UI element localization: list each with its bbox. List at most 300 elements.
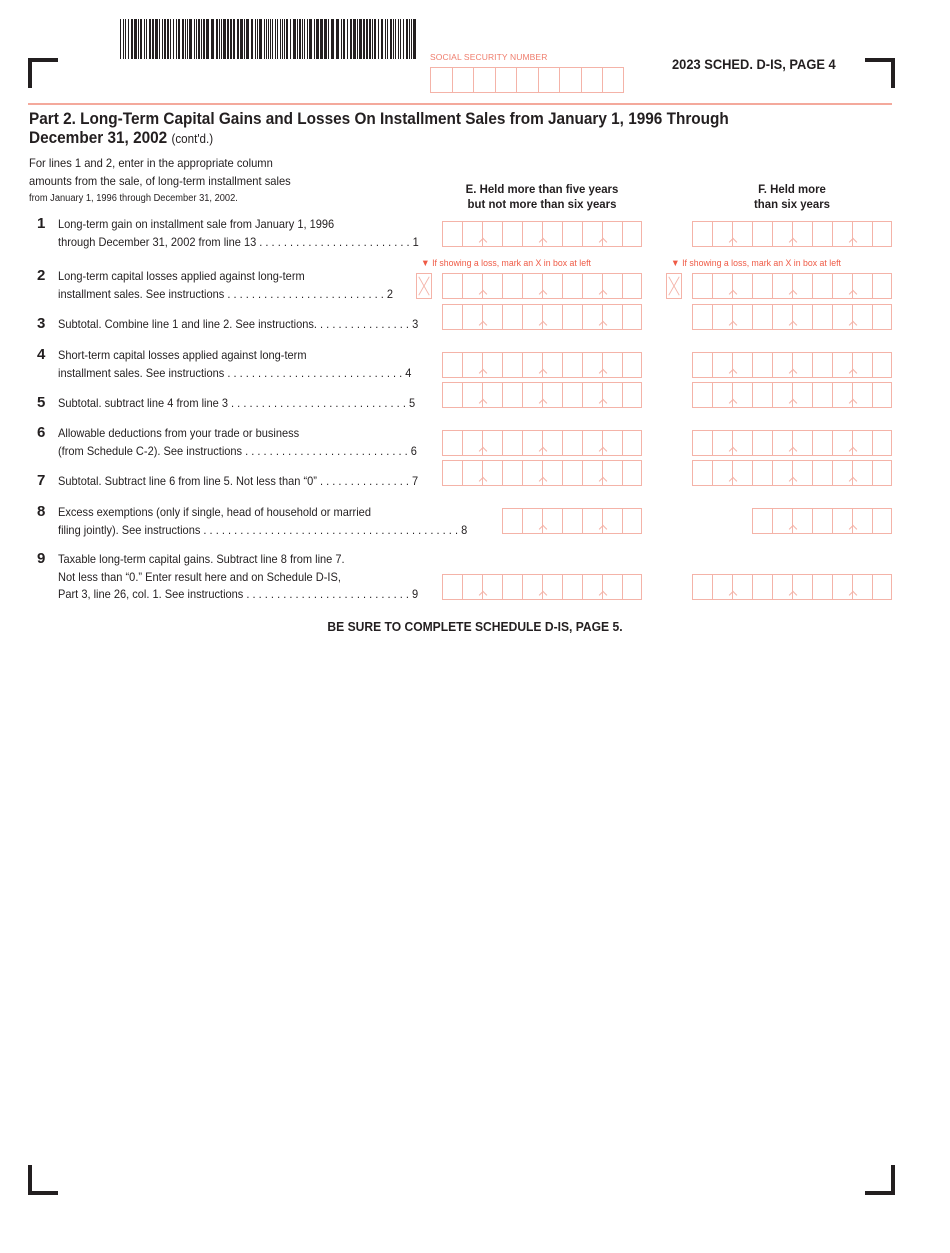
page-identifier: 2023 SCHED. D-IS, PAGE 4 bbox=[672, 56, 836, 72]
line-5-col-f-input[interactable] bbox=[692, 382, 892, 408]
barcode-bar bbox=[413, 19, 416, 59]
line-text: filing jointly). See instructions . . . . . . . . . . . . . . . . . . . . . . . . . . . . . . . . . . . . . . . . . . 8 bbox=[58, 522, 468, 537]
barcode-bar bbox=[178, 19, 180, 59]
line-7-col-e-input[interactable] bbox=[442, 460, 642, 486]
digit-box bbox=[542, 304, 562, 330]
line-number: 2 bbox=[37, 267, 46, 284]
line-5-label: Subtotal. subtract line 4 from line 3 . . . . . . . . . . . . . . . . . . . . . . . . . . . . . 5 bbox=[58, 396, 416, 410]
digit-box bbox=[502, 508, 522, 534]
line-number: 6 bbox=[37, 424, 46, 441]
digit-box bbox=[622, 574, 642, 600]
digit-box bbox=[622, 304, 642, 330]
digit-box bbox=[852, 574, 872, 600]
digit-box bbox=[692, 352, 712, 378]
digit-box bbox=[792, 460, 812, 486]
digit-box bbox=[562, 574, 582, 600]
barcode-bar bbox=[206, 19, 209, 59]
digit-box bbox=[852, 382, 872, 408]
barcode-bar bbox=[328, 19, 329, 59]
digit-box bbox=[542, 508, 562, 534]
column-f-header-line: than six years bbox=[753, 197, 831, 211]
line-3-label: Subtotal. Combine line 1 and line 2. See instructions. . . . . . . . . . . . . . . . 3 bbox=[58, 317, 419, 331]
barcode-bar bbox=[393, 19, 394, 59]
digit-box bbox=[502, 221, 522, 247]
digit-box bbox=[562, 221, 582, 247]
line-number: 9 bbox=[37, 550, 46, 567]
registration-mark-bottom-right bbox=[865, 1165, 895, 1195]
line-text: Part 3, line 26, col. 1. See instructions . . . . . . . . . . . . . . . . . . . . . . . . . . . 9 bbox=[58, 587, 419, 601]
barcode-bar bbox=[403, 19, 404, 59]
digit-box bbox=[872, 508, 892, 534]
barcode-bar bbox=[266, 19, 267, 59]
barcode-bar bbox=[363, 19, 365, 59]
digit-box bbox=[732, 382, 752, 408]
barcode-bar bbox=[275, 19, 276, 59]
barcode-bar bbox=[146, 19, 147, 59]
digit-box bbox=[442, 273, 462, 299]
column-e-header-line: but not more than six years bbox=[467, 197, 617, 211]
digit-box bbox=[852, 304, 872, 330]
digit-box bbox=[482, 382, 502, 408]
barcode-bar bbox=[167, 19, 169, 59]
barcode-bar bbox=[196, 19, 197, 59]
digit-box bbox=[872, 382, 892, 408]
barcode-bar bbox=[125, 19, 126, 59]
barcode-bar bbox=[309, 19, 312, 59]
digit-box bbox=[542, 574, 562, 600]
barcode-bar bbox=[257, 19, 258, 59]
barcode-bar bbox=[293, 19, 296, 59]
line-number: 7 bbox=[37, 472, 46, 489]
digit-box bbox=[812, 460, 832, 486]
barcode-bar bbox=[216, 19, 218, 59]
barcode-bar bbox=[187, 19, 188, 59]
digit-box bbox=[482, 352, 502, 378]
digit-box bbox=[852, 221, 872, 247]
column-f-header bbox=[697, 182, 887, 212]
line-2-col-f-loss-checkbox[interactable] bbox=[666, 273, 682, 299]
line-9-label bbox=[58, 551, 418, 604]
barcode-bar bbox=[221, 19, 222, 59]
barcode-bar bbox=[331, 19, 334, 59]
digit-box bbox=[872, 352, 892, 378]
barcode-bar bbox=[259, 19, 262, 59]
digit-box bbox=[732, 304, 752, 330]
line-text: through December 31, 2002 from line 13 . . . . . . . . . . . . . . . . . . . . . . . . . 1 bbox=[58, 234, 419, 249]
digit-box bbox=[752, 430, 772, 456]
digit-box bbox=[692, 430, 712, 456]
line-7-col-f-input[interactable] bbox=[692, 460, 892, 486]
barcode-bar bbox=[372, 19, 373, 59]
barcode-bar bbox=[400, 19, 401, 59]
digit-box bbox=[852, 352, 872, 378]
line-number: 3 bbox=[37, 315, 46, 332]
barcode-bar bbox=[123, 19, 124, 59]
barcode-bar bbox=[185, 19, 186, 59]
barcode-bar bbox=[176, 19, 177, 59]
barcode-bar bbox=[307, 19, 308, 59]
digit-box bbox=[602, 273, 622, 299]
barcode-bar bbox=[272, 19, 273, 59]
digit-box bbox=[442, 352, 462, 378]
barcode-bar bbox=[211, 19, 214, 59]
digit-box bbox=[692, 460, 712, 486]
digit-box bbox=[852, 460, 872, 486]
part-intro bbox=[29, 154, 291, 208]
digit-box bbox=[792, 221, 812, 247]
line-text: Long-term capital losses applied against long-term bbox=[58, 269, 305, 283]
line-number: 1 bbox=[37, 215, 46, 232]
barcode-image bbox=[120, 19, 416, 59]
barcode-bar bbox=[347, 19, 348, 59]
column-e-header-line: E. Held more than five years bbox=[465, 182, 619, 196]
barcode-bar bbox=[189, 19, 192, 59]
digit-box bbox=[442, 430, 462, 456]
line-4-col-e-input[interactable] bbox=[442, 352, 642, 378]
digit-box bbox=[792, 304, 812, 330]
barcode-bar bbox=[359, 19, 362, 59]
line-2-col-f-input[interactable] bbox=[692, 273, 892, 299]
digit-box bbox=[812, 508, 832, 534]
digit-box bbox=[442, 221, 462, 247]
digit-box bbox=[812, 221, 832, 247]
line-5-col-e-input[interactable] bbox=[442, 382, 642, 408]
part-title-contd: (cont'd.) bbox=[171, 132, 214, 146]
digit-box bbox=[812, 273, 832, 299]
barcode-bar bbox=[378, 19, 379, 59]
digit-box bbox=[812, 382, 832, 408]
digit-box bbox=[602, 382, 622, 408]
line-number: 8 bbox=[37, 503, 46, 520]
barcode-bar bbox=[255, 19, 256, 59]
digit-box bbox=[792, 430, 812, 456]
line-6-col-e-input[interactable] bbox=[442, 430, 642, 456]
column-f-header-line: F. Held more bbox=[758, 182, 826, 196]
line-text: Excess exemptions (only if single, head of household or married bbox=[58, 505, 371, 519]
header-divider bbox=[28, 103, 892, 105]
digit-box bbox=[852, 430, 872, 456]
digit-box bbox=[602, 304, 622, 330]
digit-box bbox=[562, 352, 582, 378]
barcode-bar bbox=[341, 19, 342, 59]
line-text: Long-term gain on installment sale from January 1, 1996 bbox=[58, 217, 335, 231]
line-9-col-e-input[interactable] bbox=[442, 574, 642, 600]
digit-box bbox=[872, 304, 892, 330]
digit-box bbox=[732, 352, 752, 378]
digit-box bbox=[442, 574, 462, 600]
line-3-col-f-input[interactable] bbox=[692, 304, 892, 330]
barcode-bar bbox=[385, 19, 386, 59]
barcode-bar bbox=[138, 19, 139, 59]
line-9-col-f-input[interactable] bbox=[692, 574, 892, 600]
digit-box bbox=[622, 273, 642, 299]
barcode-bar bbox=[297, 19, 298, 59]
digit-box bbox=[872, 273, 892, 299]
barcode-bar bbox=[366, 19, 368, 59]
digit-box bbox=[752, 221, 772, 247]
digit-box bbox=[502, 352, 522, 378]
barcode-bar bbox=[268, 19, 269, 59]
loss-note-col-e: ▼ If showing a loss, mark an X in box at left bbox=[421, 258, 591, 269]
barcode-bar bbox=[390, 19, 392, 59]
line-text: Allowable deductions from your trade or business bbox=[58, 426, 300, 440]
digit-box bbox=[482, 304, 502, 330]
digit-box bbox=[692, 273, 712, 299]
digit-box bbox=[752, 273, 772, 299]
loss-note-col-f: ▼ If showing a loss, mark an X in box at left bbox=[671, 258, 841, 269]
line-2-col-e-loss-checkbox[interactable] bbox=[416, 273, 432, 299]
barcode-bar bbox=[284, 19, 285, 59]
digit-box bbox=[732, 273, 752, 299]
barcode-bar bbox=[149, 19, 151, 59]
barcode-bar bbox=[201, 19, 202, 59]
barcode-bar bbox=[406, 19, 408, 59]
barcode-bar bbox=[320, 19, 323, 59]
digit-box bbox=[732, 430, 752, 456]
part-title-line2: December 31, 2002 bbox=[29, 129, 168, 147]
line-8-col-f-input[interactable] bbox=[752, 508, 892, 534]
digit-box bbox=[812, 304, 832, 330]
digit-box bbox=[602, 460, 622, 486]
line-2-col-e-input[interactable] bbox=[442, 273, 642, 299]
digit-box bbox=[542, 460, 562, 486]
barcode-bar bbox=[170, 19, 171, 59]
barcode-bar bbox=[304, 19, 305, 59]
intro-line: For lines 1 and 2, enter in the appropriate column bbox=[29, 156, 273, 170]
line-8-label bbox=[58, 504, 467, 539]
digit-box bbox=[562, 508, 582, 534]
barcode-bar bbox=[230, 19, 232, 59]
line-text: installment sales. See instructions . . . . . . . . . . . . . . . . . . . . . . . . . . . . . 4 bbox=[58, 365, 412, 380]
line-number: 4 bbox=[37, 346, 46, 363]
digit-box bbox=[752, 508, 772, 534]
digit-box bbox=[502, 574, 522, 600]
digit-box bbox=[692, 304, 712, 330]
barcode-bar bbox=[277, 19, 278, 59]
digit-box bbox=[542, 273, 562, 299]
digit-box bbox=[442, 382, 462, 408]
digit-box bbox=[562, 460, 582, 486]
digit-box bbox=[872, 430, 892, 456]
digit-box bbox=[792, 352, 812, 378]
digit-box bbox=[622, 382, 642, 408]
digit-box bbox=[732, 460, 752, 486]
column-e-header bbox=[447, 182, 637, 212]
line-text: installment sales. See instructions . . . . . . . . . . . . . . . . . . . . . . . . . . 2 bbox=[58, 286, 393, 301]
digit-box bbox=[562, 430, 582, 456]
digit-box bbox=[752, 352, 772, 378]
x-mark-icon bbox=[417, 274, 431, 298]
footer-instruction: BE SURE TO COMPLETE SCHEDULE D-IS, PAGE 5. bbox=[327, 619, 623, 634]
line-8-col-e-input[interactable] bbox=[502, 508, 642, 534]
digit-box bbox=[872, 221, 892, 247]
digit-box bbox=[872, 574, 892, 600]
digit-box bbox=[502, 273, 522, 299]
barcode-bar bbox=[131, 19, 133, 59]
barcode-bar bbox=[314, 19, 315, 59]
barcode-bar bbox=[264, 19, 265, 59]
digit-box bbox=[792, 508, 812, 534]
line-text: Short-term capital losses applied against long-term bbox=[58, 348, 307, 362]
x-mark-icon bbox=[667, 274, 681, 298]
barcode-bar bbox=[343, 19, 345, 59]
digit-box bbox=[502, 430, 522, 456]
registration-mark-bottom-left bbox=[28, 1165, 58, 1195]
digit-box bbox=[482, 430, 502, 456]
ssn-label: SOCIAL SECURITY NUMBER bbox=[430, 52, 548, 62]
line-number: 5 bbox=[37, 394, 46, 411]
digit-box bbox=[482, 273, 502, 299]
line-text: Not less than “0.” Enter result here and on Schedule D-IS, bbox=[58, 569, 341, 584]
barcode-bar bbox=[240, 19, 243, 59]
digit-box bbox=[502, 382, 522, 408]
barcode-bar bbox=[409, 19, 410, 59]
line-4-col-f-input[interactable] bbox=[692, 352, 892, 378]
line-1-col-f-input[interactable] bbox=[692, 221, 892, 247]
barcode-bar bbox=[381, 19, 383, 59]
digit-box bbox=[812, 430, 832, 456]
digit-box bbox=[482, 460, 502, 486]
barcode-bar bbox=[223, 19, 226, 59]
barcode-bar bbox=[152, 19, 154, 59]
digit-box bbox=[542, 221, 562, 247]
line-7-label: Subtotal. Subtract line 6 from line 5. Not less than “0” . . . . . . . . . . . . . . . 7 bbox=[58, 474, 419, 488]
digit-box bbox=[622, 460, 642, 486]
digit-box bbox=[752, 460, 772, 486]
barcode-bar bbox=[233, 19, 235, 59]
barcode-bar bbox=[182, 19, 184, 59]
digit-box bbox=[562, 273, 582, 299]
digit-box bbox=[542, 352, 562, 378]
barcode-bar bbox=[155, 19, 158, 59]
barcode-bar bbox=[203, 19, 205, 59]
barcode-bar bbox=[134, 19, 137, 59]
barcode-bar bbox=[194, 19, 195, 59]
barcode-bar bbox=[162, 19, 163, 59]
digit-box bbox=[622, 221, 642, 247]
digit-box bbox=[542, 382, 562, 408]
registration-mark-top-left bbox=[28, 58, 58, 88]
digit-box bbox=[732, 221, 752, 247]
line-2-label bbox=[58, 268, 393, 303]
intro-line: amounts from the sale, of long-term installment sales bbox=[29, 174, 291, 188]
barcode-bar bbox=[173, 19, 174, 59]
barcode-bar bbox=[251, 19, 253, 59]
line-text: (from Schedule C-2). See instructions . . . . . . . . . . . . . . . . . . . . . . . . . . . 6 bbox=[58, 443, 417, 458]
barcode-bar bbox=[353, 19, 356, 59]
barcode-bar bbox=[395, 19, 396, 59]
intro-line: from January 1, 1996 through December 31, 2002. bbox=[29, 193, 238, 204]
barcode-bar bbox=[140, 19, 142, 59]
barcode-bar bbox=[369, 19, 371, 59]
barcode-bar bbox=[270, 19, 271, 59]
barcode-bar bbox=[120, 19, 121, 59]
digit-box bbox=[792, 273, 812, 299]
barcode-bar bbox=[302, 19, 303, 59]
part-title bbox=[29, 110, 729, 149]
digit-box bbox=[872, 460, 892, 486]
barcode-bar bbox=[357, 19, 358, 59]
digit-box bbox=[502, 304, 522, 330]
barcode-bar bbox=[398, 19, 399, 59]
digit-box bbox=[852, 273, 872, 299]
barcode-bar bbox=[350, 19, 352, 59]
barcode-bar bbox=[387, 19, 388, 59]
barcode-bar bbox=[144, 19, 145, 59]
digit-box bbox=[602, 430, 622, 456]
digit-box bbox=[502, 460, 522, 486]
digit-box bbox=[442, 460, 462, 486]
digit-box bbox=[732, 574, 752, 600]
line-4-label bbox=[58, 347, 411, 382]
line-6-col-f-input[interactable] bbox=[692, 430, 892, 456]
line-1-label bbox=[58, 216, 419, 251]
barcode-bar bbox=[219, 19, 220, 59]
barcode-bar bbox=[316, 19, 319, 59]
barcode-bar bbox=[290, 19, 291, 59]
barcode-bar bbox=[280, 19, 281, 59]
digit-box bbox=[752, 574, 772, 600]
line-text: Taxable long-term capital gains. Subtract line 8 from line 7. bbox=[58, 552, 345, 566]
part-title-line1: Part 2. Long-Term Capital Gains and Losses On Installment Sales from January 1, 1996 Through bbox=[29, 110, 729, 128]
digit-box bbox=[792, 574, 812, 600]
digit-box bbox=[692, 382, 712, 408]
digit-box bbox=[692, 221, 712, 247]
barcode-bar bbox=[128, 19, 129, 59]
registration-mark-top-right bbox=[865, 58, 895, 88]
barcode-bar bbox=[286, 19, 288, 59]
digit-box bbox=[562, 304, 582, 330]
ssn-input[interactable] bbox=[430, 67, 624, 93]
digit-box bbox=[692, 574, 712, 600]
barcode-bar bbox=[198, 19, 200, 59]
line-1-col-e-input[interactable] bbox=[442, 221, 642, 247]
digit-box bbox=[752, 382, 772, 408]
barcode-bar bbox=[227, 19, 229, 59]
barcode-bar bbox=[246, 19, 249, 59]
digit-box bbox=[812, 574, 832, 600]
barcode-bar bbox=[237, 19, 239, 59]
digit-box bbox=[622, 352, 642, 378]
digit-box bbox=[792, 382, 812, 408]
barcode-bar bbox=[324, 19, 327, 59]
digit-box bbox=[812, 352, 832, 378]
digit-box bbox=[542, 430, 562, 456]
barcode-bar bbox=[164, 19, 166, 59]
barcode-bar bbox=[374, 19, 376, 59]
digit-box bbox=[622, 430, 642, 456]
barcode-bar bbox=[299, 19, 301, 59]
barcode-bar bbox=[159, 19, 160, 59]
digit-box bbox=[852, 508, 872, 534]
digit-box bbox=[482, 221, 502, 247]
digit-box bbox=[602, 221, 622, 247]
digit-box bbox=[602, 508, 622, 534]
digit-box bbox=[482, 574, 502, 600]
barcode-bar bbox=[282, 19, 283, 59]
barcode-bar bbox=[411, 19, 412, 59]
barcode-bar bbox=[244, 19, 245, 59]
digit-box bbox=[602, 352, 622, 378]
line-3-col-e-input[interactable] bbox=[442, 304, 642, 330]
barcode-bar bbox=[336, 19, 339, 59]
line-6-label bbox=[58, 425, 417, 460]
digit-box bbox=[622, 508, 642, 534]
digit-box bbox=[562, 382, 582, 408]
digit-box bbox=[752, 304, 772, 330]
digit-box bbox=[442, 304, 462, 330]
digit-box bbox=[602, 574, 622, 600]
